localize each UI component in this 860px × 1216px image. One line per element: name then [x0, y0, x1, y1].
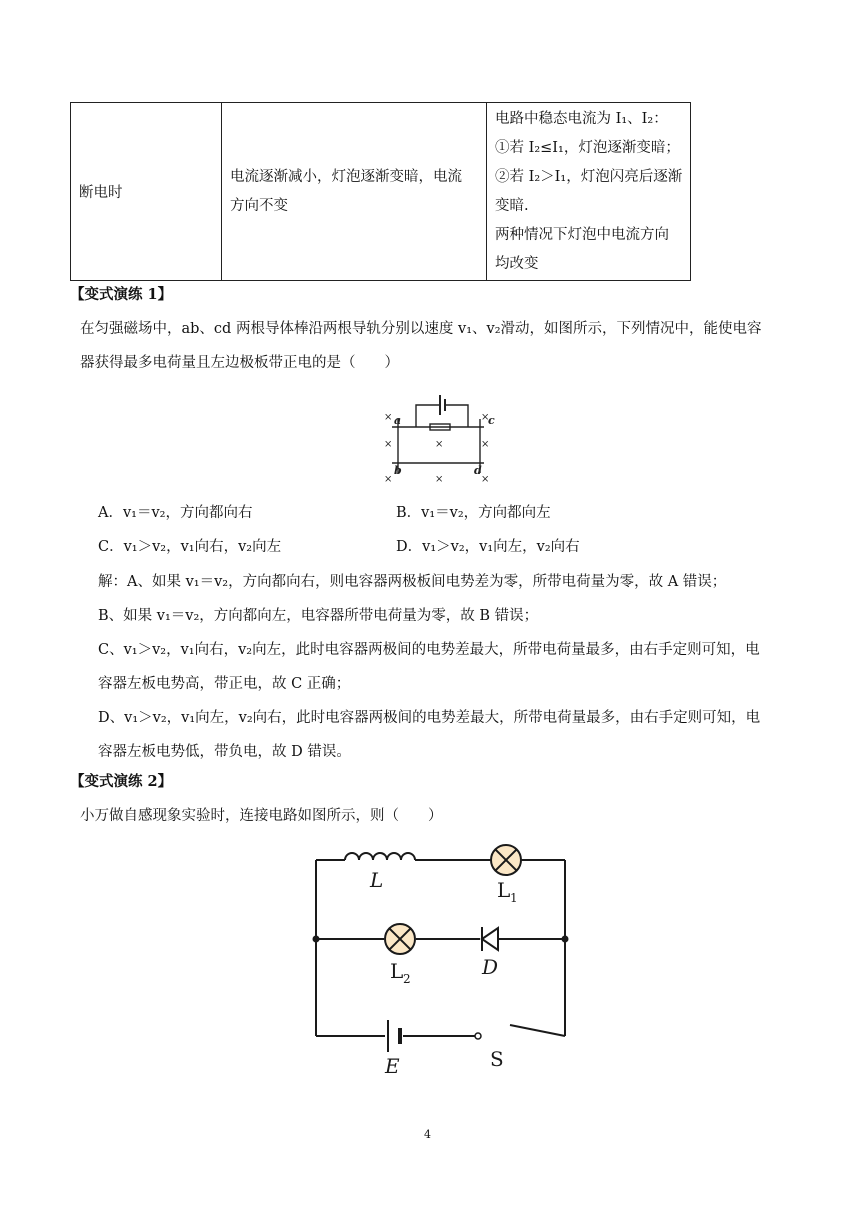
cell-text: 电流逐渐减小，灯泡逐渐变暗，电流: [230, 168, 462, 185]
solution-line: 容器左板电势低，带负电，故 D 错误。: [98, 744, 351, 760]
diode-icon: [482, 927, 498, 951]
label-diode: D: [482, 955, 499, 979]
table-cell-analysis: [487, 103, 691, 281]
label-switch: S: [490, 1047, 504, 1071]
option-a: A．v₁＝v₂，方向都向右: [98, 505, 253, 521]
exercise2-heading: 【变式演练 2】: [70, 773, 173, 790]
solution-line: B、如果 v₁＝v₂，方向都向左，电容器所带电荷量为零，故 B 错误；: [98, 608, 539, 624]
x-mark: ×: [435, 439, 444, 450]
switch-icon: [475, 1033, 481, 1039]
x-mark: ×: [384, 439, 393, 450]
table-row: [71, 103, 691, 281]
self-inductance-circuit: [300, 840, 580, 1080]
option-b: B．v₁＝v₂，方向都向左: [396, 505, 551, 521]
comparison-table: [70, 102, 691, 281]
battery-icon: [388, 1020, 400, 1052]
label-inductor: L: [370, 868, 384, 892]
label-a: a: [394, 414, 402, 427]
cell-text: 断电时: [79, 185, 123, 201]
solution-line: C、v₁＞v₂，v₁向右，v₂向左，此时电容器两极间的电势差最大，所带电荷量最多，由右手定则可知，电: [98, 642, 760, 658]
label-c: c: [488, 414, 495, 427]
cell-line: 电路中稳态电流为 I₁、I₂：: [495, 110, 668, 127]
lamp-l2-icon: [385, 924, 415, 954]
rails-capacitor-figure: [378, 385, 503, 487]
cell-line: 均改变: [495, 255, 539, 272]
cell-line: 两种情况下灯泡中电流方向: [495, 226, 669, 243]
page-number: 4: [424, 1128, 431, 1141]
table-cell-description: [222, 103, 487, 281]
x-mark: ×: [481, 474, 490, 485]
cell-line: ①若 I₂≤I₁，灯泡逐渐变暗；: [495, 139, 680, 156]
x-mark: ×: [384, 412, 393, 423]
cell-text: 方向不变: [230, 197, 288, 214]
cell-line: ②若 I₂＞I₁，灯泡闪亮后逐渐: [495, 168, 683, 185]
exercise2-question: 小万做自感现象实验时，连接电路如图所示，则（ ）: [80, 808, 443, 824]
solution-line: D、v₁＞v₂，v₁向左，v₂向右，此时电容器两极间的电势差最大，所带电荷量最多，由右手定则可知，电: [98, 710, 761, 726]
option-d: D．v₁＞v₂，v₁向左，v₂向右: [396, 539, 580, 555]
option-c: C．v₁＞v₂，v₁向右，v₂向左: [98, 539, 282, 555]
exercise1-heading: 【变式演练 1】: [70, 286, 173, 303]
cell-line: 变暗.: [495, 197, 529, 214]
lamp-l1-icon: [491, 845, 521, 875]
exercise1-question-line1: 在匀强磁场中，ab、cd 两根导体棒沿两根导轨分别以速度 v₁、v₂滑动，如图所示，下列情况中，能使电容: [80, 321, 762, 337]
label-l1-sub: 1: [510, 891, 518, 905]
label-l1: L: [497, 878, 511, 902]
label-b: b: [394, 464, 402, 477]
x-mark: ×: [481, 412, 490, 423]
label-l2-sub: 2: [403, 972, 411, 986]
label-l2: L: [390, 959, 404, 983]
x-mark: ×: [384, 474, 393, 485]
label-d: d: [474, 464, 482, 477]
exercise1-question-line2: 器获得最多电荷量且左边极板带正电的是（ ）: [80, 355, 399, 371]
x-mark: ×: [435, 474, 444, 485]
x-mark: ×: [481, 439, 490, 450]
solution-line: 解：A、如果 v₁＝v₂，方向都向右，则电容器两极板间电势差为零，所带电荷量为零，故 A 错误；: [98, 574, 727, 590]
label-battery: E: [385, 1054, 400, 1078]
solution-line: 容器左板电势高，带正电，故 C 正确；: [98, 676, 351, 692]
table-cell-condition: [71, 103, 222, 281]
